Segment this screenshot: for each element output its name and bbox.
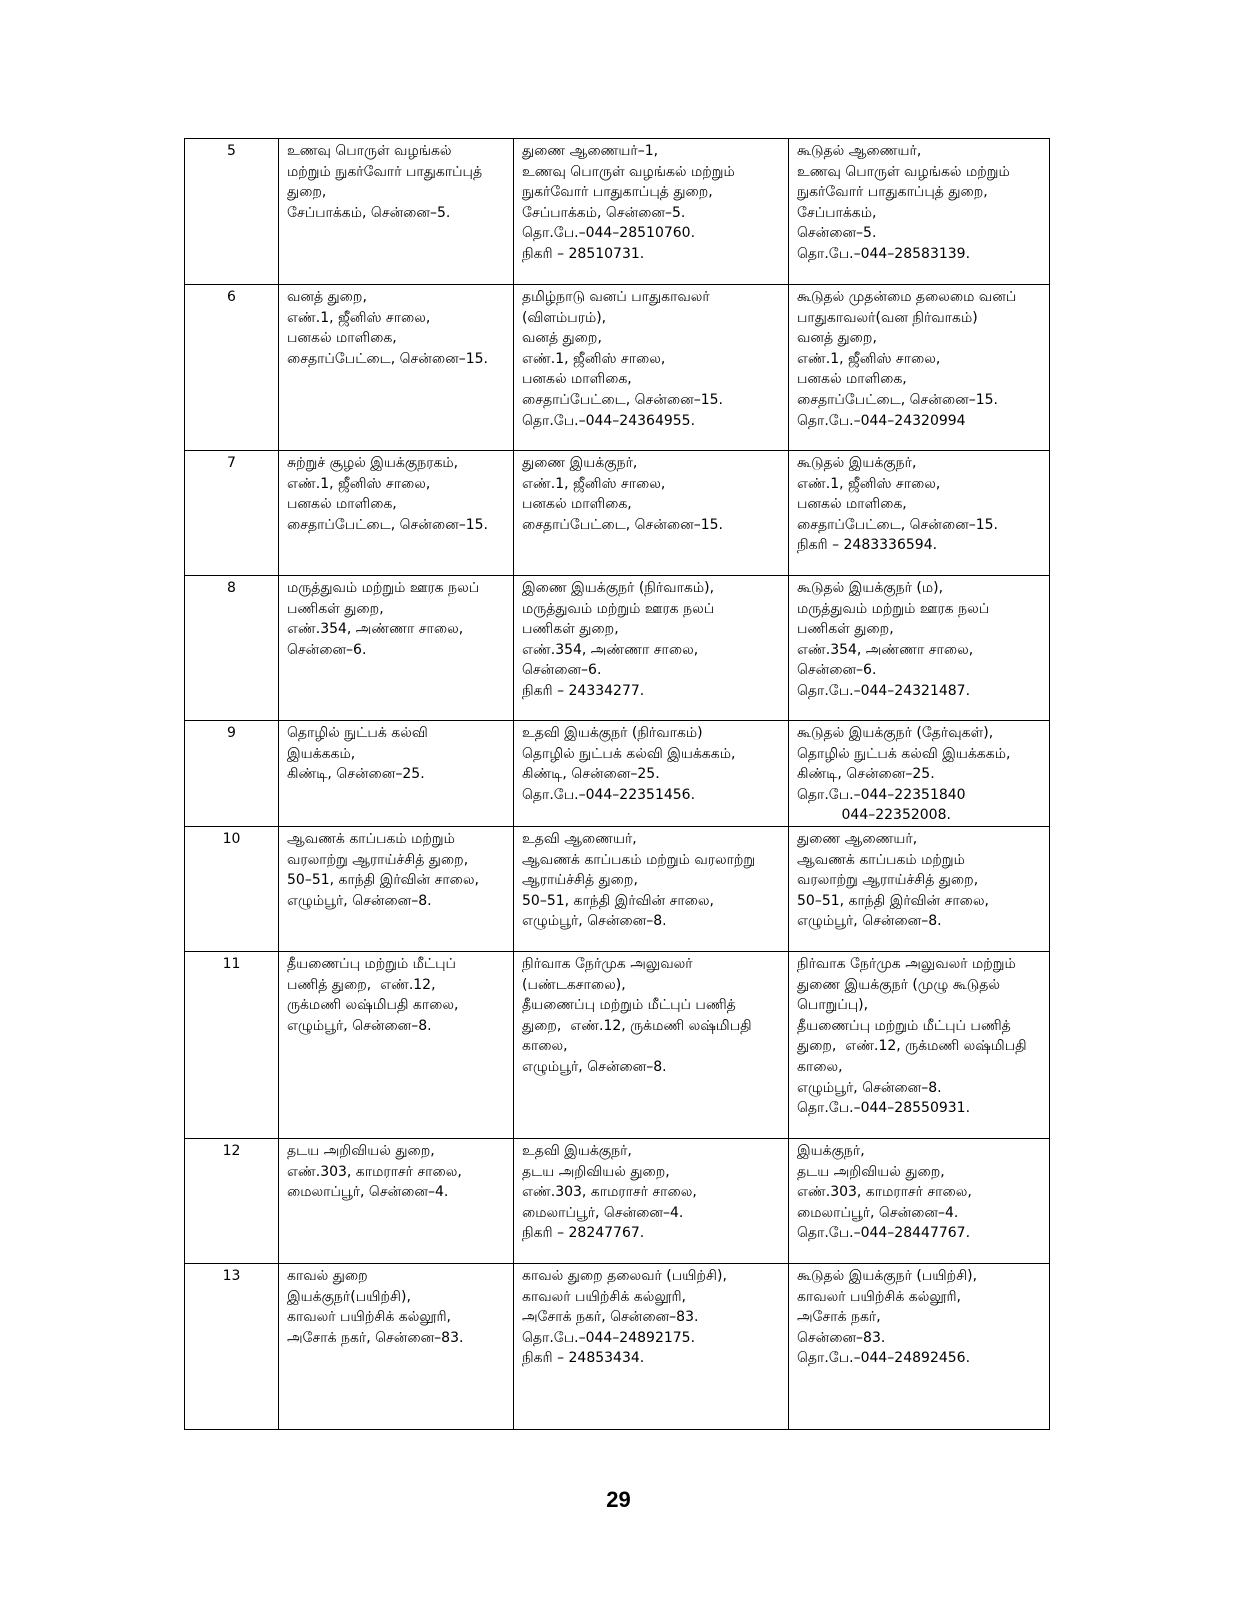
pio-line: தீயணைப்பு மற்றும் மீட்புப் பணித்: [522, 997, 736, 1014]
department-line: சுற்றுச் சூழல் இயக்குநரகம்,: [287, 455, 459, 471]
department-line: மைலாப்பூர், சென்னை–4.: [287, 1184, 449, 1201]
pio-line: சைதாப்பேட்டை, சென்னை–15.: [522, 391, 723, 408]
pio-line: நிகரி – 24853434.: [522, 1350, 645, 1367]
department-cell: [279, 1138, 514, 1263]
department-line: துறை,: [287, 184, 327, 201]
department-cell: [279, 576, 514, 721]
appellate-line: சென்னை–5.: [797, 225, 877, 242]
appellate-line: சென்னை–6.: [797, 662, 877, 679]
serial-number-cell: 6: [185, 285, 279, 451]
page-number: 29: [606, 1487, 631, 1512]
table-row: [185, 1263, 1050, 1429]
serial-number-cell: 8: [185, 576, 279, 721]
appellate-line: பனகல் மாளிகை,: [797, 496, 907, 513]
appellate-line: வரலாற்று ஆராய்ச்சித் துறை,: [797, 872, 979, 889]
appellate-line: நிகரி – 2483336594.: [797, 537, 938, 554]
appellate-line: பொறுப்பு),: [797, 997, 869, 1014]
department-line: தொழில் நுட்பக் கல்வி: [287, 725, 428, 741]
appellate-line: சைதாப்பேட்டை, சென்னை–15.: [797, 516, 998, 533]
appellate-line: தொ.பே.–044–22351840: [797, 786, 966, 803]
department-line: வனத் துறை,: [287, 289, 367, 305]
department-line: எண்.303, காமராசர் சாலை,: [287, 1163, 462, 1180]
department-line: வரலாற்று ஆராய்ச்சித் துறை,: [287, 851, 469, 868]
appellate-line: கூடுதல் இயக்குநர் (பயிற்சி),: [797, 1267, 978, 1284]
appellate-line: தொ.பே.–044–24321487.: [797, 682, 971, 699]
serial-number-cell: 10: [185, 826, 279, 951]
department-line: ருக்மணி லஷ்மிபதி காலை,: [287, 997, 459, 1014]
department-line: காவலர் பயிற்சிக் கல்லூரி,: [287, 1309, 451, 1326]
pio-cell: [514, 451, 789, 576]
appellate-line: சென்னை–83.: [797, 1329, 886, 1346]
appellate-line: எண்.1, ஜீனிஸ் சாலை,: [797, 350, 941, 367]
table-row: [185, 1138, 1050, 1263]
table-row: [185, 951, 1050, 1138]
serial-number-cell: 11: [185, 951, 279, 1138]
serial-number-cell: 9: [185, 721, 279, 827]
pio-line: தமிழ்நாடு வனப் பாதுகாவலர்: [522, 289, 710, 305]
appellate-line: தீயணைப்பு மற்றும் மீட்புப் பணித்: [797, 1017, 1011, 1034]
department-cell: [279, 951, 514, 1138]
pio-line: தொ.பே.–044–22351456.: [522, 786, 696, 803]
appellate-line: காலை,: [797, 1058, 843, 1075]
appellate-line: கூடுதல் இயக்குநர் (தேர்வுகள்),: [797, 725, 994, 741]
pio-line: எழும்பூர், சென்னை–8.: [522, 1058, 667, 1075]
appellate-line: தொ.பே.–044–24320994: [797, 412, 966, 429]
pio-line: நிகரி – 28247767.: [522, 1225, 645, 1242]
pio-cell: [514, 826, 789, 951]
department-line: 50–51, காந்தி இர்வின் சாலை,: [287, 872, 479, 889]
appellate-line: தொ.பே.–044–28583139.: [797, 245, 971, 262]
department-line: பனகல் மாளிகை,: [287, 496, 397, 513]
pio-line: நுகர்வோர் பாதுகாப்புத் துறை,: [522, 184, 713, 201]
department-line: சைதாப்பேட்டை, சென்னை–15.: [287, 350, 488, 367]
table-row: [185, 139, 1050, 285]
appellate-line: தொ.பே.–044–28550931.: [797, 1100, 971, 1117]
appellate-cell: [789, 1263, 1050, 1429]
pio-line: மைலாப்பூர், சென்னை–4.: [522, 1204, 684, 1221]
pio-cell: [514, 576, 789, 721]
department-line: இயக்குநர்(பயிற்சி),: [287, 1288, 411, 1305]
appellate-line: தொழில் நுட்பக் கல்வி இயக்ககம்,: [797, 745, 1011, 762]
pio-line: சேப்பாக்கம், சென்னை–5.: [522, 204, 686, 221]
pio-line: பனகல் மாளிகை,: [522, 371, 632, 388]
pio-cell: [514, 721, 789, 827]
pio-line: அசோக் நகர், சென்னை–83.: [522, 1309, 699, 1326]
department-line: கிண்டி, சென்னை–25.: [287, 766, 425, 783]
pio-line: எழும்பூர், சென்னை–8.: [522, 913, 667, 930]
pio-line: உணவு பொருள் வழங்கல் மற்றும்: [522, 163, 735, 180]
pio-line: தடய அறிவியல் துறை,: [522, 1163, 670, 1180]
department-line: பணிகள் துறை,: [287, 600, 384, 617]
appellate-cell: [789, 826, 1050, 951]
table-row: [185, 451, 1050, 576]
appellate-cell: [789, 576, 1050, 721]
appellate-line: எழும்பூர், சென்னை–8.: [797, 1079, 942, 1096]
pio-line: இணை இயக்குநர் (நிர்வாகம்),: [522, 580, 715, 596]
appellate-line: உணவு பொருள் வழங்கல் மற்றும்: [797, 163, 1010, 180]
department-cell: [279, 1263, 514, 1429]
department-cell: [279, 285, 514, 451]
pio-line: கிண்டி, சென்னை–25.: [522, 766, 660, 783]
department-line: எழும்பூர், சென்னை–8.: [287, 892, 432, 909]
appellate-line: தொ.பே.–044–28447767.: [797, 1225, 971, 1242]
pio-line: நிர்வாக நேர்முக அலுவலர்: [522, 955, 693, 972]
pio-line: ஆவணக் காப்பகம் மற்றும் வரலாற்று: [522, 851, 756, 868]
department-line: சைதாப்பேட்டை, சென்னை–15.: [287, 516, 488, 533]
department-cell: [279, 139, 514, 285]
pio-line: காவல் துறை தலைவர் (பயிற்சி),: [522, 1267, 727, 1284]
department-cell: [279, 826, 514, 951]
department-line: உணவு பொருள் வழங்கல்: [287, 143, 452, 159]
pio-line: எண்.354, அண்ணா சாலை,: [522, 641, 699, 658]
appellate-line: கூடுதல் இயக்குநர் (ம),: [797, 580, 944, 596]
appellate-line: எண்.354, அண்ணா சாலை,: [797, 641, 974, 658]
appellate-line: இயக்குநர்,: [797, 1142, 865, 1159]
appellate-line: கிண்டி, சென்னை–25.: [797, 766, 935, 783]
appellate-line: வனத் துறை,: [797, 330, 877, 347]
pio-line: நிகரி – 24334277.: [522, 682, 645, 699]
department-line: எழும்பூர், சென்னை–8.: [287, 1017, 432, 1034]
appellate-line: கூடுதல் இயக்குநர்,: [797, 455, 917, 471]
appellate-line: ஆவணக் காப்பகம் மற்றும்: [797, 851, 965, 868]
appellate-line: பணிகள் துறை,: [797, 621, 894, 638]
pio-cell: [514, 1138, 789, 1263]
pio-line: உதவி இயக்குநர்,: [522, 1142, 632, 1159]
serial-number-cell: 12: [185, 1138, 279, 1263]
appellate-line: துணை இயக்குநர் (முழு கூடுதல்: [797, 976, 1001, 993]
table-row: [185, 285, 1050, 451]
pio-line: நிகரி – 28510731.: [522, 245, 645, 262]
department-line: சேப்பாக்கம், சென்னை–5.: [287, 204, 451, 221]
appellate-cell: [789, 285, 1050, 451]
department-line: எண்.1, ஜீனிஸ் சாலை,: [287, 309, 431, 326]
department-line: அசோக் நகர், சென்னை–83.: [287, 1329, 464, 1346]
pio-line: ஆராய்ச்சித் துறை,: [522, 872, 638, 889]
pio-line: காலை,: [522, 1038, 568, 1055]
table-body: [185, 139, 1050, 1430]
department-line: எண்.1, ஜீனிஸ் சாலை,: [287, 475, 431, 492]
pio-line: காவலர் பயிற்சிக் கல்லூரி,: [522, 1288, 686, 1305]
department-line: எண்.354, அண்ணா சாலை,: [287, 621, 464, 638]
appellate-line: பனகல் மாளிகை,: [797, 371, 907, 388]
pio-line: பணிகள் துறை,: [522, 621, 619, 638]
department-cell: [279, 451, 514, 576]
appellate-line: பாதுகாவலர்(வன நிர்வாகம்): [797, 309, 978, 326]
pio-cell: [514, 285, 789, 451]
pio-line: துணை ஆணையர்–1,: [522, 143, 659, 159]
pio-line: 50–51, காந்தி இர்வின் சாலை,: [522, 892, 714, 909]
department-line: பனகல் மாளிகை,: [287, 330, 397, 347]
pio-line: எண்.1, ஜீனிஸ் சாலை,: [522, 475, 666, 492]
pio-line: தொ.பே.–044–24364955.: [522, 412, 696, 429]
appellate-line: அசோக் நகர்,: [797, 1309, 881, 1326]
appellate-line: துணை ஆணையர்,: [797, 830, 918, 847]
pio-line: (பண்டகசாலை),: [522, 976, 626, 993]
appellate-line: தடய அறிவியல் துறை,: [797, 1163, 945, 1180]
department-cell: [279, 721, 514, 827]
serial-number-cell: 13: [185, 1263, 279, 1429]
pio-line: எண்.303, காமராசர் சாலை,: [522, 1184, 697, 1201]
pio-line: பனகல் மாளிகை,: [522, 496, 632, 513]
table-row: [185, 576, 1050, 721]
department-line: காவல் துறை: [287, 1267, 368, 1284]
appellate-cell: [789, 1138, 1050, 1263]
appellate-line: சேப்பாக்கம்,: [797, 204, 877, 221]
department-line: சென்னை–6.: [287, 641, 367, 658]
appellate-cell: [789, 451, 1050, 576]
appellate-line: எழும்பூர், சென்னை–8.: [797, 913, 942, 930]
appellate-line: கூடுதல் முதன்மை தலைமை வனப்: [797, 289, 1017, 305]
pio-line: உதவி இயக்குநர் (நிர்வாகம்): [522, 725, 703, 741]
appellate-line: மைலாப்பூர், சென்னை–4.: [797, 1204, 959, 1221]
appellate-line: கூடுதல் ஆணையர்,: [797, 143, 922, 159]
appellate-line: காவலர் பயிற்சிக் கல்லூரி,: [797, 1288, 961, 1305]
pio-line: எண்.1, ஜீனிஸ் சாலை,: [522, 350, 666, 367]
appellate-cell: [789, 951, 1050, 1138]
appellate-cell: [789, 139, 1050, 285]
appellate-line: நிர்வாக நேர்முக அலுவலர் மற்றும்: [797, 955, 1016, 972]
pio-line: தொ.பே.–044–28510760.: [522, 225, 696, 242]
appellate-line: நுகர்வோர் பாதுகாப்புத் துறை,: [797, 184, 988, 201]
pio-line: சைதாப்பேட்டை, சென்னை–15.: [522, 516, 723, 533]
appellate-line: சைதாப்பேட்டை, சென்னை–15.: [797, 391, 998, 408]
pio-cell: [514, 1263, 789, 1429]
table-row: [185, 826, 1050, 951]
appellate-line: எண்.303, காமராசர் சாலை,: [797, 1184, 972, 1201]
pio-line: துணை இயக்குநர்,: [522, 455, 638, 471]
appellate-line: தொ.பே.–044–24892456.: [797, 1350, 971, 1367]
table-row: [185, 721, 1050, 827]
pio-line: துறை, எண்.12, ருக்மணி லஷ்மிபதி: [522, 1017, 752, 1034]
pio-line: மருத்துவம் மற்றும் ஊரக நலப்: [522, 600, 715, 617]
department-line: தடய அறிவியல் துறை,: [287, 1142, 435, 1159]
department-line: பணித் துறை, எண்.12,: [287, 976, 436, 993]
department-line: இயக்ககம்,: [287, 745, 356, 762]
pio-cell: [514, 951, 789, 1138]
pio-line: உதவி ஆணையர்,: [522, 830, 637, 847]
appellate-line: துறை, எண்.12, ருக்மணி லஷ்மிபதி: [797, 1038, 1027, 1055]
pio-line: சென்னை–6.: [522, 662, 602, 679]
pio-line: தொழில் நுட்பக் கல்வி இயக்ககம்,: [522, 745, 736, 762]
department-line: மருத்துவம் மற்றும் ஊரக நலப்: [287, 580, 480, 596]
department-line: தீயணைப்பு மற்றும் மீட்புப்: [287, 955, 456, 972]
appellate-line: 044–22352008.: [797, 807, 951, 824]
pio-line: தொ.பே.–044–24892175.: [522, 1329, 696, 1346]
appellate-line: 50–51, காந்தி இர்வின் சாலை,: [797, 892, 989, 909]
pio-line: வனத் துறை,: [522, 330, 602, 347]
department-line: மற்றும் நுகர்வோர் பாதுகாப்புத்: [287, 163, 483, 180]
serial-number-cell: 5: [185, 139, 279, 285]
appellate-cell: [789, 721, 1050, 827]
department-line: ஆவணக் காப்பகம் மற்றும்: [287, 830, 455, 847]
appellate-line: எண்.1, ஜீனிஸ் சாலை,: [797, 475, 941, 492]
serial-number-cell: 7: [185, 451, 279, 576]
pio-line: (விளம்பரம்),: [522, 309, 607, 326]
appellate-line: மருத்துவம் மற்றும் ஊரக நலப்: [797, 600, 990, 617]
pio-cell: [514, 139, 789, 285]
department-table: [184, 138, 1050, 1430]
